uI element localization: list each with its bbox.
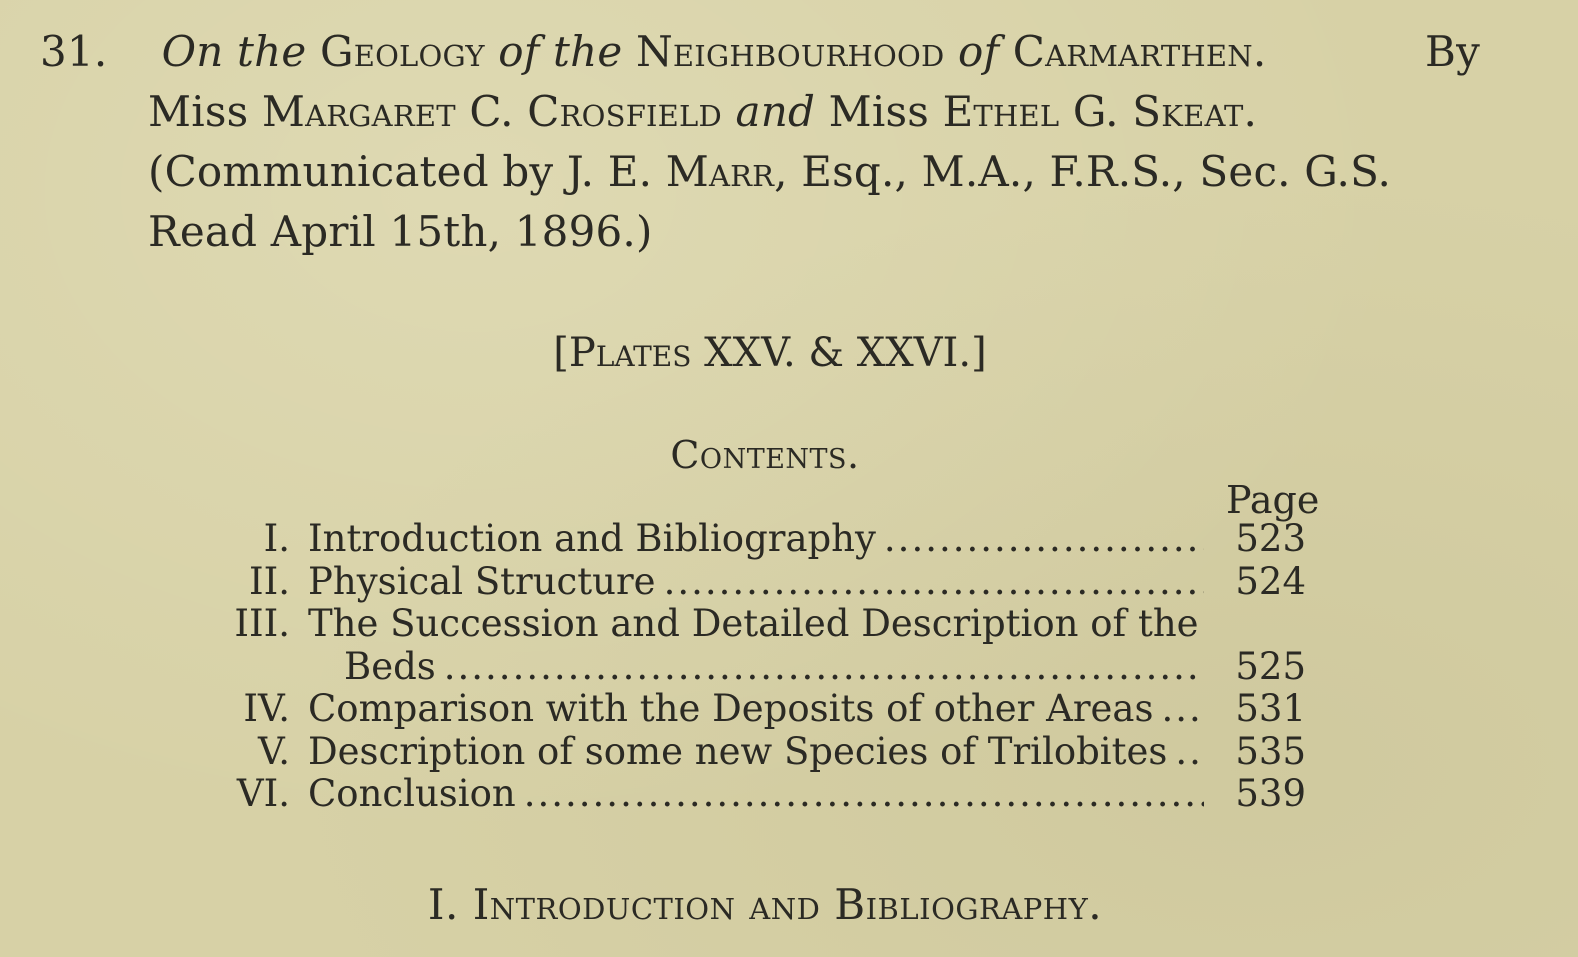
- toc-page: 539: [1235, 772, 1306, 815]
- toc-title: Introduction and Bibliography: [308, 517, 876, 560]
- title-line-3: [40, 142, 1480, 202]
- toc-entry: [210, 688, 1320, 731]
- author-word: Crosfield: [527, 87, 722, 136]
- toc-entry: [210, 603, 1320, 646]
- title-word: Neighbourhood: [635, 27, 945, 76]
- title-word: Carmarthen.: [1012, 27, 1267, 76]
- toc-entry-continuation: [210, 646, 1320, 689]
- toc-entry: [210, 561, 1320, 604]
- toc-numeral: VI.: [236, 772, 290, 815]
- title-word: of the: [498, 27, 623, 76]
- toc-page: 524: [1235, 559, 1306, 603]
- contents-heading: Contents.: [670, 433, 860, 477]
- section-heading: [0, 880, 1530, 929]
- dot-leader: [444, 646, 1204, 689]
- author-word: Skeat.: [1132, 87, 1258, 136]
- section-title: Introduction and Bibliography.: [472, 880, 1103, 929]
- toc-title: The Succession and Detailed Description of the: [308, 602, 1199, 645]
- toc-title: Physical Structure: [308, 559, 656, 603]
- author-word: Margaret: [261, 87, 456, 136]
- author-word: and: [735, 87, 816, 136]
- toc-entry: [210, 773, 1320, 816]
- toc-page: 523: [1235, 517, 1306, 560]
- dot-leader: [1175, 731, 1204, 774]
- title-line-4: [40, 202, 1480, 262]
- author-word: Ethel: [942, 87, 1060, 136]
- communicated-text: (Communicated by J. E.: [148, 147, 653, 196]
- section-numeral: I.: [427, 880, 459, 929]
- dot-leader: [664, 561, 1204, 604]
- communicator-name: Marr: [665, 147, 775, 196]
- plates-bracket: [: [553, 330, 569, 376]
- dot-leader: [524, 773, 1204, 816]
- toc-numeral: IV.: [243, 687, 290, 730]
- article-title-block: [40, 22, 1480, 262]
- dot-leader: [884, 518, 1204, 561]
- title-word: of: [957, 27, 1000, 76]
- author-word: G.: [1072, 87, 1119, 136]
- toc-numeral: V.: [257, 729, 290, 773]
- author-word: C.: [469, 87, 514, 136]
- title-word: On the: [161, 27, 307, 76]
- plates-word: Plates: [568, 330, 692, 376]
- toc-title: Comparison with the Deposits of other Areas: [308, 687, 1154, 730]
- toc-title: Conclusion: [308, 772, 516, 815]
- author-word: Miss: [828, 87, 930, 136]
- plates-numbers: XXV. & XXVI.]: [691, 330, 987, 376]
- communicated-text: , Esq., M.A., F.R.S., Sec. G.S.: [774, 147, 1392, 196]
- toc-numeral: III.: [234, 602, 290, 645]
- title-word: Geology: [319, 27, 485, 76]
- toc-page: 535: [1235, 729, 1306, 773]
- article-number: 31.: [40, 27, 108, 76]
- toc-page: 531: [1235, 687, 1306, 730]
- title-line-2: [40, 82, 1480, 142]
- plates-reference: [0, 330, 1540, 376]
- title-word: By: [1425, 27, 1480, 76]
- title-line-1: [40, 22, 1480, 82]
- table-of-contents: [210, 518, 1320, 816]
- toc-title-continuation: Beds: [344, 644, 436, 688]
- author-word: Miss: [148, 87, 249, 136]
- page-column-label: Page: [1226, 478, 1320, 522]
- toc-page: 525: [1235, 644, 1306, 688]
- toc-numeral: II.: [249, 559, 290, 603]
- toc-entry: [210, 731, 1320, 774]
- toc-entry: [210, 518, 1320, 561]
- toc-numeral: I.: [263, 517, 290, 560]
- toc-title: Description of some new Species of Trilobites: [308, 729, 1168, 773]
- read-date: Read April 15th, 1896.): [148, 207, 653, 256]
- dot-leader: [1161, 688, 1204, 731]
